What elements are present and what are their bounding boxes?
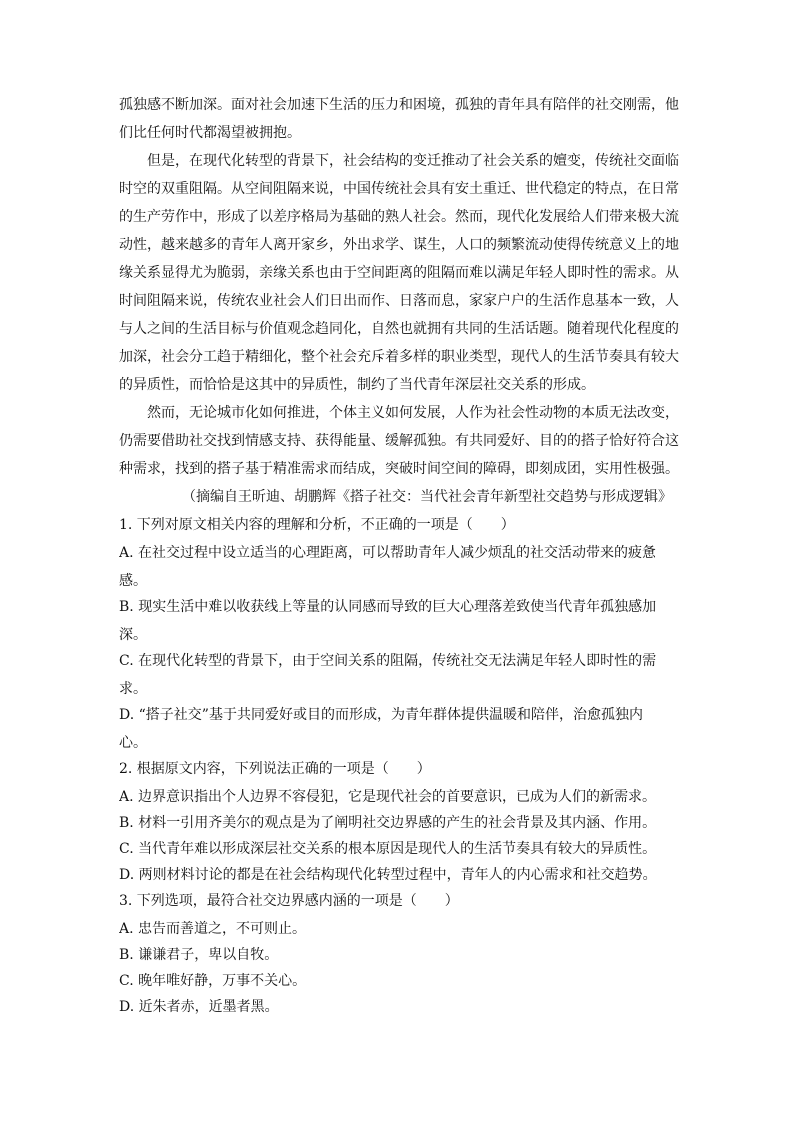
option-line: C. 在现代化转型的背景下，由于空间关系的阻隔，传统社交无法满足年轻人即时性的需 bbox=[119, 653, 657, 669]
option-line: B. 谦谦君子，卑以自牧。 bbox=[119, 947, 279, 963]
option-line: A. 在社交过程中设立适当的心理距离，可以帮助青年人减少烦乱的社交活动带来的疲惫 bbox=[119, 545, 657, 561]
option-line: C. 当代青年难以形成深层社交关系的根本原因是现代人的生活节奏具有较大的异质性。 bbox=[119, 841, 657, 857]
option-line: B. 材料一引用齐美尔的观点是为了阐明社交边界感的产生的社会背景及其内涵、作用。 bbox=[119, 815, 657, 831]
passage-line: 种需求，找到的搭子基于精准需求而结成，突破时间空间的障碍，即刻成团，实用性极强。 bbox=[119, 461, 679, 477]
option-line: 心。 bbox=[119, 735, 147, 751]
option-line: 深。 bbox=[119, 627, 147, 643]
passage-line: 时间阻隔来说，传统农业社会人们日出而作、日落而息，家家户户的生活作息基本一致，人 bbox=[119, 293, 679, 309]
option-line: A. 边界意识指出个人边界不容侵犯，它是现代社会的首要意识，已成为人们的新需求。 bbox=[119, 789, 657, 805]
option-line: C. 晚年唯好静，万事不关心。 bbox=[119, 973, 307, 989]
option-line: D. 近朱者赤，近墨者黑。 bbox=[119, 999, 279, 1015]
passage-line: 们比任何时代都渴望被拥抱。 bbox=[119, 125, 301, 141]
passage-line: 与人之间的生活目标与价值观念趋同化，自然也就拥有共同的生活话题。随着现代化程度的 bbox=[119, 321, 679, 337]
option-line: D. “搭子社交”基于共同爱好或目的而形成，为青年群体提供温暖和陪伴，治愈孤独内 bbox=[119, 707, 643, 723]
passage-line: 动性，越来越多的青年人离开家乡，外出求学、谋生，人口的频繁流动使得传统意义上的地 bbox=[119, 237, 679, 253]
source-citation: （摘编自王昕迪、胡鹏辉《搭子社交：当代社会青年新型社交趋势与形成逻辑》 bbox=[182, 489, 672, 505]
passage-line: 然而，无论城市化如何推进，个体主义如何发展，人作为社会性动物的本质无法改变， bbox=[147, 405, 679, 421]
passage-line: 加深，社会分工趋于精细化，整个社会充斥着多样的职业类型，现代人的生活节奏具有较大 bbox=[119, 349, 679, 365]
passage-line: 但是，在现代化转型的背景下，社会结构的变迁推动了社会关系的嬗变，传统社交面临 bbox=[147, 153, 679, 169]
option-line: D. 两则材料讨论的都是在社会结构现代化转型过程中，青年人的内心需求和社交趋势。 bbox=[119, 867, 657, 883]
passage-line: 缘关系显得尤为脆弱，亲缘关系也由于空间距离的阻隔而难以满足年轻人即时性的需求。从 bbox=[119, 265, 679, 281]
option-line: 感。 bbox=[119, 573, 147, 589]
option-line: 求。 bbox=[119, 681, 147, 697]
question-stem: 2. 根据原文内容，下列说法正确的一项是（ ） bbox=[119, 761, 431, 777]
passage-line: 时空的双重阻隔。从空间阻隔来说，中国传统社会具有安土重迁、世代稳定的特点，在日常 bbox=[119, 181, 679, 197]
passage-line: 的异质性，而恰恰是这其中的异质性，制约了当代青年深层社交关系的形成。 bbox=[119, 377, 595, 393]
option-line: B. 现实生活中难以收获线上等量的认同感而导致的巨大心理落差致使当代青年孤独感加 bbox=[119, 599, 657, 615]
passage-line: 孤独感不断加深。面对社会加速下生活的压力和困境，孤独的青年具有陪伴的社交刚需，他 bbox=[119, 97, 679, 113]
passage-line: 仍需要借助社交找到情感支持、获得能量、缓解孤独。有共同爱好、目的的搭子恰好符合这 bbox=[119, 433, 679, 449]
passage-line: 的生产劳作中，形成了以差序格局为基础的熟人社会。然而，现代化发展给人们带来极大流 bbox=[119, 209, 679, 225]
option-line: A. 忠告而善道之，不可则止。 bbox=[119, 921, 307, 937]
question-stem: 1. 下列对原文相关内容的理解和分析，不正确的一项是（ ） bbox=[119, 517, 515, 533]
question-stem: 3. 下列选项，最符合社交边界感内涵的一项是（ ） bbox=[119, 893, 459, 909]
